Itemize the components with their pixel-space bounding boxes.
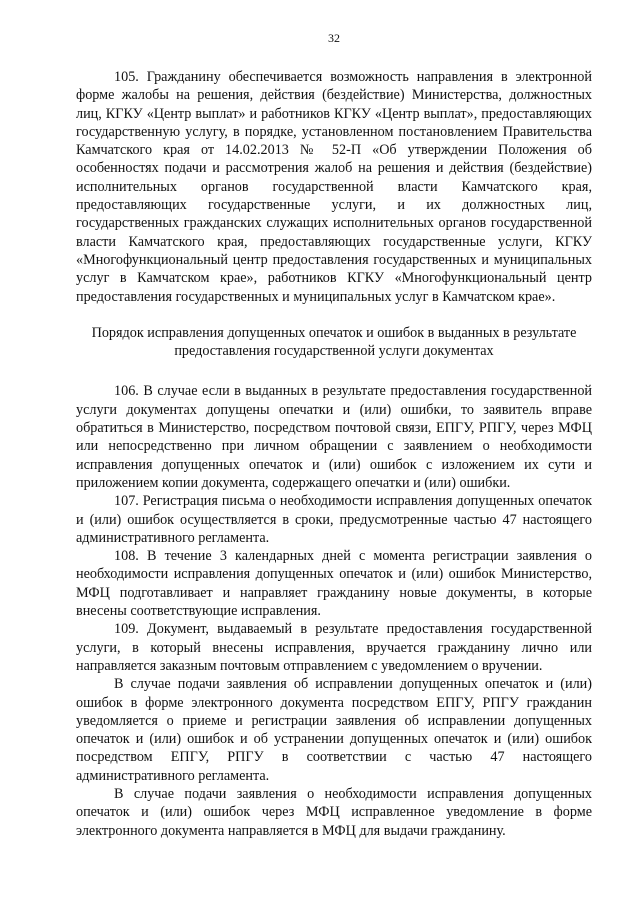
section-heading: Порядок исправления допущенных опечаток и ошибок в выданных в результате предоставления государственной услуги документах (91, 324, 577, 360)
paragraph-105: 105. Гражданину обеспечивается возможность направления в электронной форме жалобы на решения, действия (бездействие) Министерства, должностных лиц, КГКУ «Центр выплат» и работников КГКУ «Центр выплат», предоставляющих государственную услугу, в порядке, установленном постановлением Правительства Камчатского края от 14.02.2013 № 52-П «Об утверждении Положения об особенностях подачи и рассмотрения жалоб на решения и действия (бездействие) исполнительных органов государственной власти Камчатского края, предоставляющих государственные услуги, и их должностных лиц, государственных гражданских служащих исполнительных органов государственной власти Камчатского края, предоставляющих государственные услуги, КГКУ «Многофункциональный центр предоставления государственных и муниципальных услуг в Камчатском крае», работников КГКУ «Многофункциональный центр предоставления государственных и муниципальных услуг в Камчатском крае». (76, 69, 592, 305)
paragraph-109: 109. Документ, выдаваемый в результате предоставления государственной услуги, в который внесены исправления, вручается гражданину лично или направляется заказным почтовым отправлением с уведомлением о вручении. (76, 621, 592, 674)
paragraph-mfc-notice: В случае подачи заявления о необходимости исправления допущенных опечаток и (или) ошибок через МФЦ исправленное уведомление в форме электронного документа направляется в МФЦ для выдачи гражданину. (76, 785, 592, 839)
page-number: 32 (328, 31, 340, 45)
paragraph-107: 107. Регистрация письма о необходимости исправления допущенных опечаток и (или) ошибок осуществляется в сроки, предусмотренные частью 47 настоящего административного регламента. (76, 493, 592, 546)
paragraph-108: 108. В течение 3 календарных дней с момента регистрации заявления о необходимости исправления допущенных опечаток и (или) ошибок Министерство, МФЦ подготавливает и направляет гражданину новые документы, в которые внесены соответствующие исправления. (76, 548, 592, 620)
paragraph-electronic-notice: В случае подачи заявления об исправлении допущенных опечаток и (или) ошибок в форме электронного документа посредством ЕПГУ, РПГУ гражданин уведомляется о приеме и регистрации заявления об исправлении допущенных опечаток и (или) ошибок и об устранении допущенных опечаток и (или) ошибок посредством ЕПГУ, РПГУ в соответствии с частью 47 настоящего административного регламента. (76, 676, 592, 784)
paragraph-106: 106. В случае если в выданных в результате предоставления государственной услуги документах допущены опечатки и (или) ошибки, то заявитель вправе обратиться в Министерство, посредством почтовой связи, ЕПГУ, РПГУ, через МФЦ или непосредственно при личном обращении с заявлением о необходимости исправления допущенных опечаток и (или) ошибок с изложением их сути и приложением копии документа, содержащего опечатки и (или) ошибки. (76, 383, 592, 491)
